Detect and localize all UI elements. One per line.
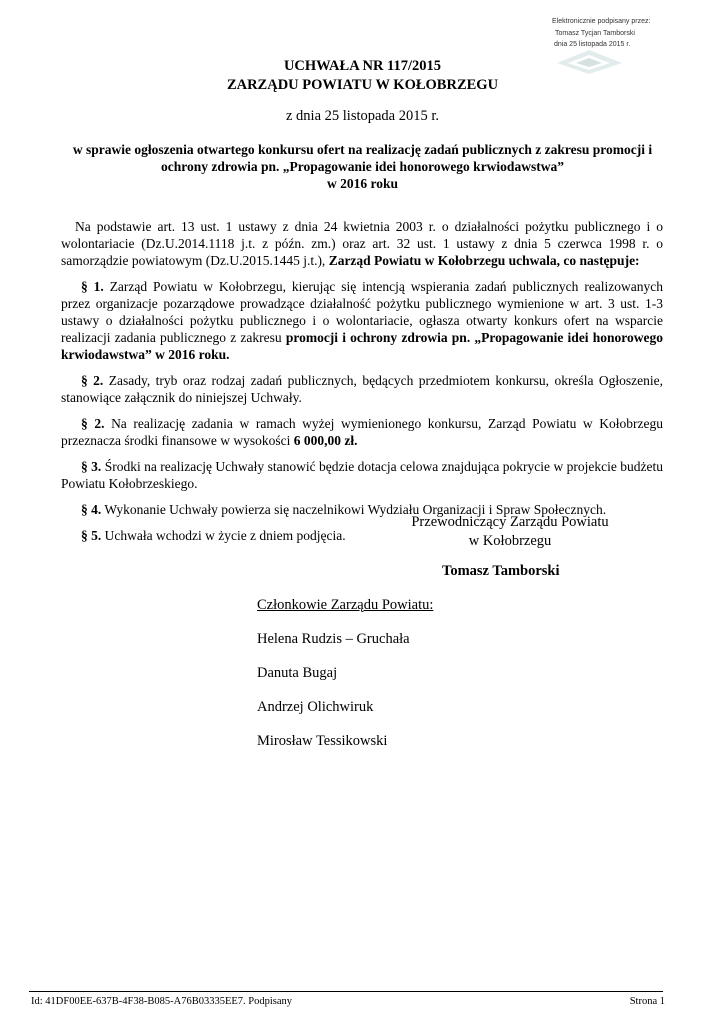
paragraph-5-text: Uchwała wchodzi w życie z dniem podjęcia. bbox=[104, 528, 346, 543]
paragraph-2-label: § 2. bbox=[81, 373, 104, 388]
document-issuer: ZARZĄDU POWIATU W KOŁOBRZEGU bbox=[226, 77, 499, 93]
paragraph-4-label: § 4. bbox=[81, 502, 102, 517]
document-title: UCHWAŁA NR 117/2015 bbox=[283, 58, 442, 74]
signature-verification-icon bbox=[552, 46, 627, 76]
paragraph-2b-text: Na realizację zadania w ramach wyżej wymienionego konkursu, Zarząd Powiatu w Kołobrzegu przeznacza środki finansowe w wysokości bbox=[61, 416, 664, 448]
signature-line-3: dnia 25 listopada 2015 r. bbox=[554, 41, 631, 48]
paragraph-1-text: Zarząd Powiatu w Kołobrzegu, kierując się intencją wspierania zadań publicznych realizowanych przez organizacje pozarządowe prowadzące działalność pożytku publicznego wymienione w art. 3 ust. 1-3 ustawy o działalności pożytku publicznego i o wolontariacie, ogłasza otwarty konkurs ofert na wsparcie realizacji zadania publicznego z zakresu bbox=[61, 279, 664, 345]
paragraph-2-text: Zasady, tryb oraz rodzaj zadań publicznych, będących przedmiotem konkursu, określa Ogłoszenie, stanowiące załącznik do niniejszej Uchwały. bbox=[61, 373, 664, 405]
paragraph-3-label: § 3. bbox=[81, 459, 102, 474]
member-name: Andrzej Olichwiruk bbox=[257, 699, 374, 715]
subject-line-3: w 2016 roku bbox=[326, 176, 398, 191]
document-date: z dnia 25 listopada 2015 r. bbox=[285, 108, 440, 124]
paragraph-4-text: Wykonanie Uchwały powierza się naczelnikowi Wydziału Organizacji i Spraw Społecznych. bbox=[104, 502, 607, 517]
paragraph-2b bbox=[61, 415, 663, 449]
subject-line-1: w sprawie ogłoszenia otwartego konkursu ofert na realizację zadań publicznych z zakresu promocji i bbox=[72, 142, 653, 157]
document-id: Id: 41DF00EE-637B-4F38-B085-A76B03335EE7. Podpisany bbox=[31, 996, 293, 1007]
resolution-clause: Zarząd Powiatu w Kołobrzegu uchwala, co następuje: bbox=[328, 253, 640, 268]
footer-divider bbox=[29, 991, 663, 992]
funding-amount: 6 000,00 zł. bbox=[293, 433, 358, 448]
chair-name: Tomasz Tamborski bbox=[442, 563, 560, 579]
legal-basis-text: Na podstawie art. 13 ust. 1 ustawy z dnia 24 kwietnia 2003 r. o działalności pożytku publicznego i o wolontariacie (Dz.U.2014.1118 j.t. z późn. zm.) oraz art. 32 ust. 1 ustawy z dnia 5 czerwca 1998 r. o samorządzie powiatowym (Dz.U.2015.1445 j.t.), bbox=[61, 219, 663, 268]
member-name: Mirosław Tessikowski bbox=[257, 733, 388, 749]
chair-title bbox=[390, 513, 630, 551]
subject-line-2: ochrony zdrowia pn. „Propagowanie idei honorowego krwiodawstwa” bbox=[161, 159, 564, 174]
paragraph-1-label: § 1. bbox=[81, 279, 104, 294]
chair-title-line-1: Przewodniczący Zarządu Powiatu bbox=[411, 514, 609, 530]
paragraph-3 bbox=[61, 458, 663, 492]
member-name: Helena Rudzis – Gruchała bbox=[257, 631, 410, 647]
document-body bbox=[61, 218, 663, 553]
document-subject bbox=[40, 141, 685, 192]
legal-basis-paragraph bbox=[61, 218, 663, 269]
member-name: Danuta Bugaj bbox=[257, 665, 338, 681]
paragraph-5-label: § 5. bbox=[81, 528, 102, 543]
signature-line-1: Elektronicznie podpisany przez: bbox=[552, 18, 651, 25]
members-header: Członkowie Zarządu Powiatu: bbox=[257, 597, 434, 613]
paragraph-2b-label: § 2. bbox=[81, 416, 105, 431]
paragraph-1-task: promocji i ochrony zdrowia pn. „Propagowanie idei honorowego krwiodawstwa” w 2016 roku. bbox=[61, 330, 664, 362]
page-number: Strona 1 bbox=[629, 996, 665, 1007]
chair-title-line-2: w Kołobrzegu bbox=[468, 533, 552, 549]
paragraph-1 bbox=[61, 278, 663, 363]
signature-line-2: Tomasz Tycjan Tamborski bbox=[555, 29, 635, 37]
board-members bbox=[257, 596, 557, 766]
paragraph-3-text: Środki na realizację Uchwały stanowić będzie dotacja celowa znajdująca pokrycie w projekcie budżetu Powiatu Kołobrzeskiego. bbox=[61, 459, 663, 491]
paragraph-2 bbox=[61, 372, 663, 406]
